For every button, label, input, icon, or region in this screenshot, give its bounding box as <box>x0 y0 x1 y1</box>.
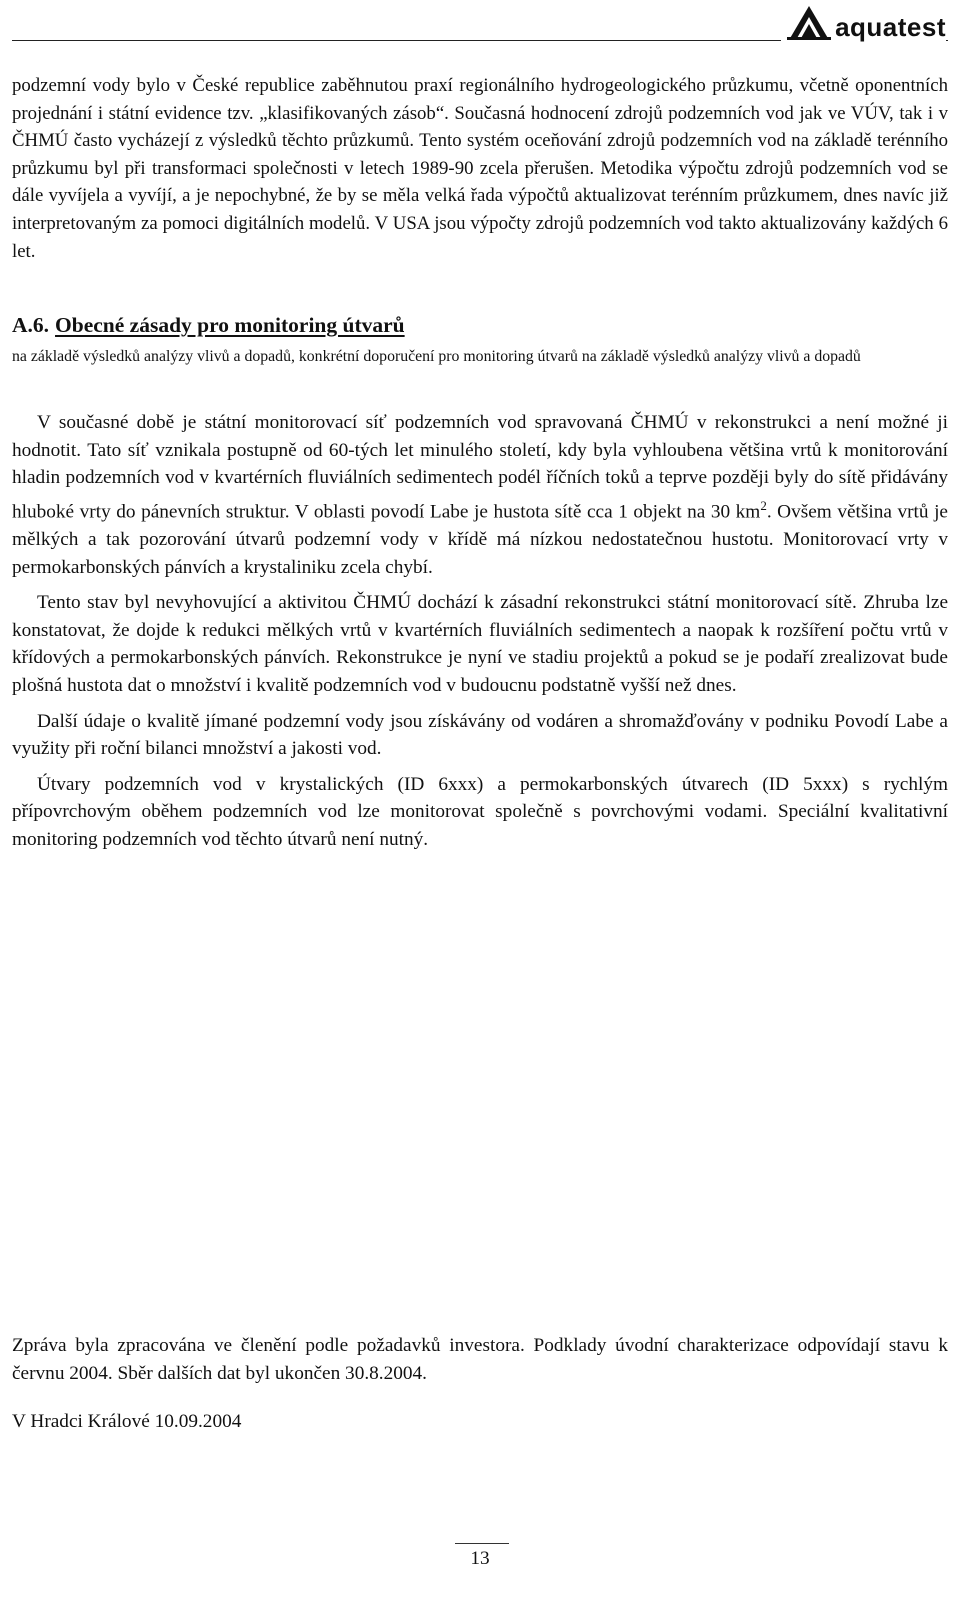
body-paragraph-3: Další údaje o kvalitě jímané podzemní vody jsou získávány od vodáren a shromažďovány v podniku Povodí Labe a využity při roční bilanci množství a jakosti vod. <box>12 710 948 760</box>
section-number: A.6. <box>12 313 50 338</box>
intro-paragraph: podzemní vody bylo v České republice zaběhnutou praxí regionálního hydrogeologického průzkumu, včetně oponentních projednání i státní evidence tzv. „klasifikovaných zásob“. Současná hodnocení zdrojů podzemních vod jak ve VÚV, tak i v ČHMÚ často vycházejí z výsledků těchto průzkumů. Tento systém oceňování zdrojů podzemních vod na základě terénního průzkumu byl při transformaci společnosti v letech 1989-90 zcela přerušen. Metodika výpočtu zdrojů podzemních vod se dále vyvíjela a vyvíjí, a je nepochybné, že by se měla velká řada výpočtů aktualizovat terénním průzkumem, dnes navíc již interpretovaným za pomoci digitálních modelů. V USA jsou výpočty zdrojů podzemních vod takto aktualizovány každých 6 let. <box>12 75 948 262</box>
body-paragraph-4: Útvary podzemních vod v krystalických (ID 6xxx) a permokarbonských útvarech (ID 5xxx) s rychlým přípovrchovým oběhem podzemních vod lze monitorovat společně s povrchovými vodami. Speciální kvalitativní monitoring podzemních vod těchto útvarů není nutný. <box>12 773 948 850</box>
place-date: V Hradci Králové 10.09.2004 <box>12 1411 242 1432</box>
body-paragraph-1 <box>12 409 948 581</box>
page-number: 13 <box>470 1548 490 1569</box>
mountain-logo-icon <box>787 4 831 42</box>
section-heading <box>12 312 948 339</box>
aquatest-logo <box>781 2 946 42</box>
body-paragraph-2: Tento stav byl nevyhovující a aktivitou ČHMÚ dochází k zásadní rekonstrukci státní monitorovací sítě. Zhruba lze konstatovat, že dojde k redukci mělkých vrtů v kvartérních fluviálních sedimentech a naopak k rozšíření počtu vrtů v křídových a permokarbonských pánvích. Rekonstrukce je nyní ve stadiu projektů a pokud se je podaří zrealizovat bude plošná hustota dat o množství i kvalitě podzemních vod v budoucnu podstatně vyšší než dnes. <box>12 592 948 696</box>
section-body <box>12 409 948 853</box>
paragraph-1-text: V současné době je státní monitorovací síť podzemních vod spravovaná ČHMÚ v rekonstrukci a není možné ji hodnotit. Tato síť vznikala postupně od 60-tých let minulého století, kdy byla vyhloubena většina vrtů k monitorování hladin podzemních vod v kvartérních fluviálních sedimentech podél říčních toků a teprve později byly do sítě přidávány hluboké vrty do pánevních struktur. V oblasti povodí Labe je hustota sítě cca 1 objekt na 30 km <box>12 412 948 523</box>
superscript-2: 2 <box>760 497 767 513</box>
report-note-text: Zpráva byla zpracována ve členění podle požadavků investora. Podklady úvodní charakterizace odpovídají stavu k červnu 2004. Sběr dalších dat byl ukončen 30.8.2004. <box>12 1335 948 1384</box>
page-number-rule <box>455 1543 509 1544</box>
paragraph-1-text-end: . Ovšem většina vrtů je mělkých a tak pozorování útvarů podzemní vody v křídě má nízkou nedostatečnou hustotu. Monitorovací vrty v permokarbonských pánvích a krystaliniku zcela chybí. <box>12 501 948 578</box>
section-title: Obecné zásady pro monitoring útvarů <box>55 313 405 338</box>
report-note <box>12 1332 948 1387</box>
section-subtitle: na základě výsledků analýzy vlivů a dopadů, konkrétní doporučení pro monitoring útvarů na základě výsledků analýzy vlivů a dopadů <box>12 348 861 366</box>
page-content <box>12 72 948 853</box>
logo-text: aquatest <box>835 12 946 42</box>
intro-block <box>12 72 948 265</box>
